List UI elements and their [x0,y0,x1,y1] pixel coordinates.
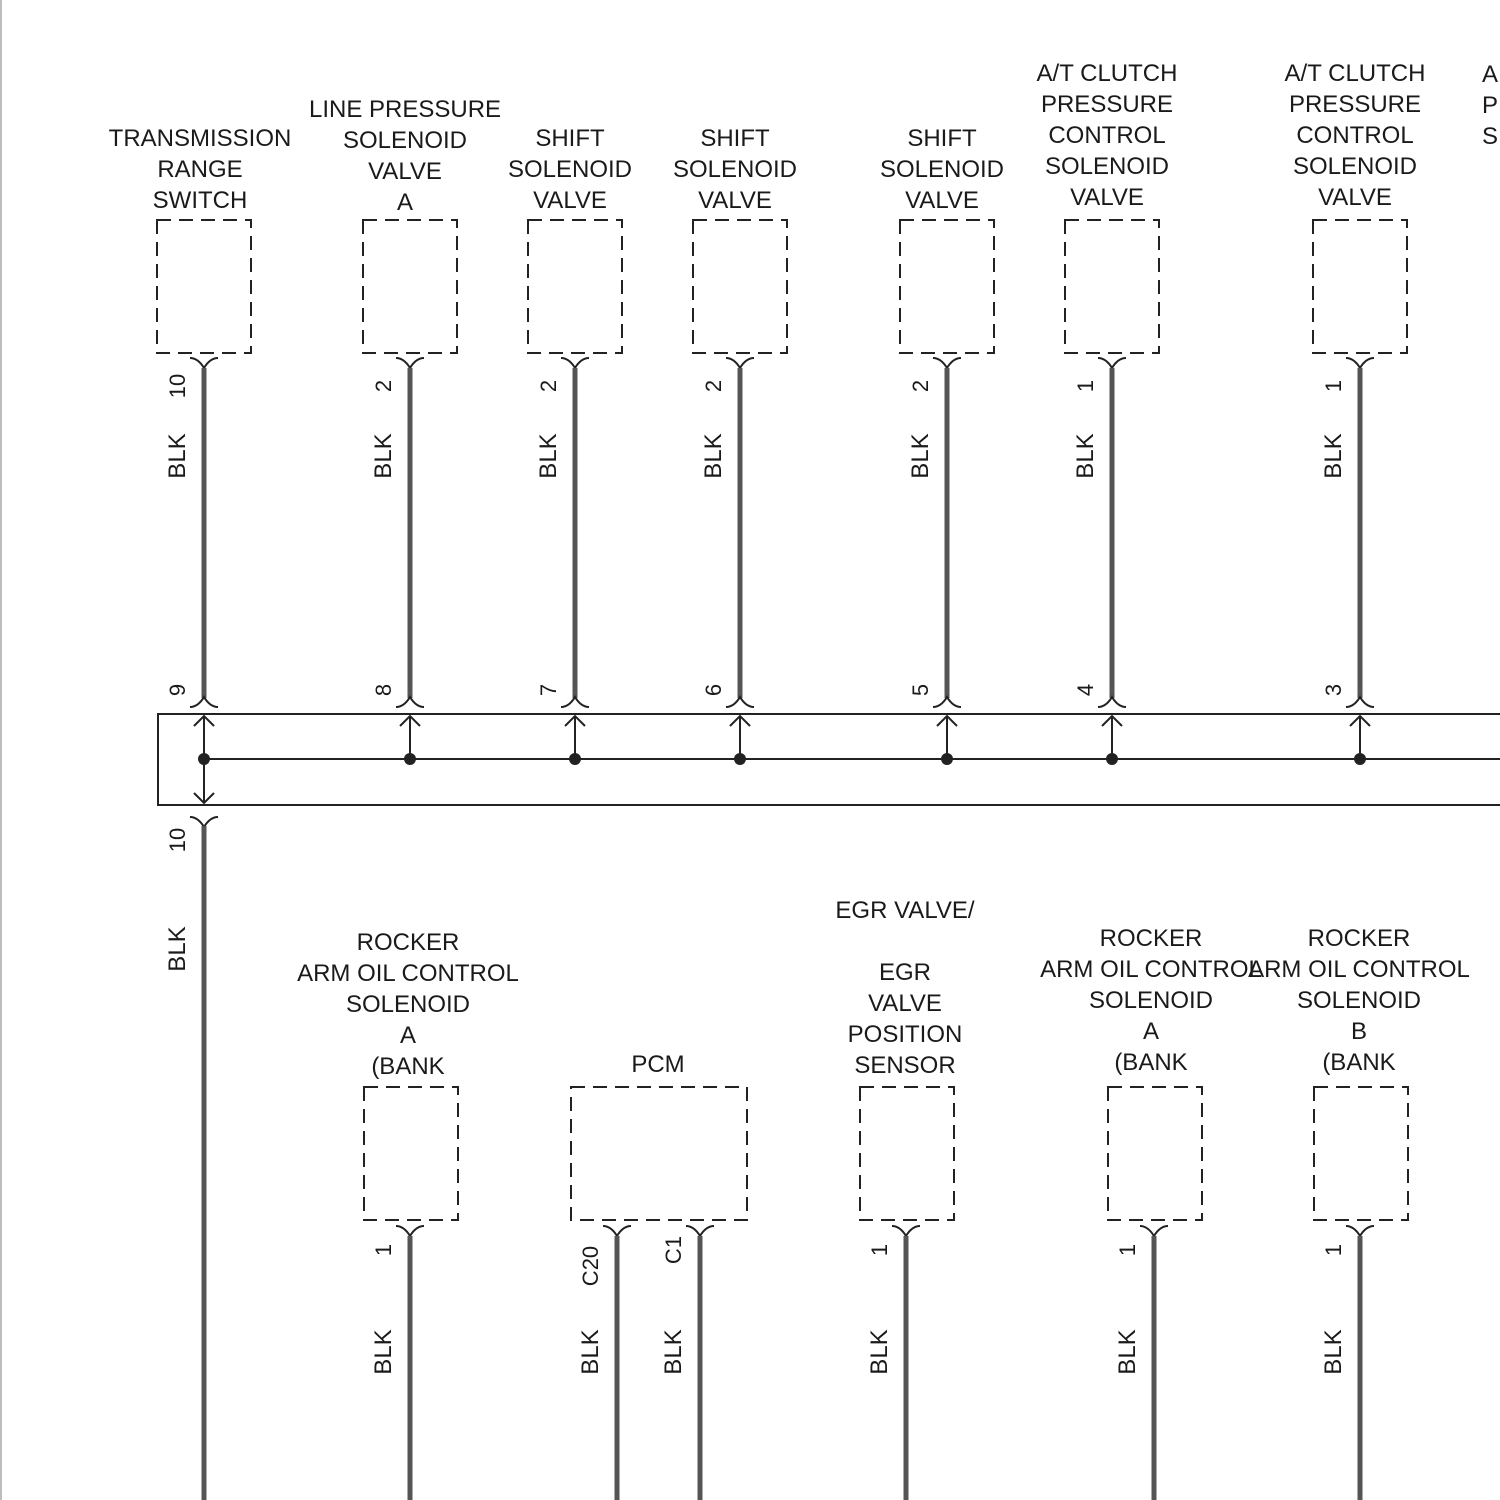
junction-dot [941,753,953,765]
wire-color-label: BLK [164,926,191,972]
component-ssv-1 [508,125,632,765]
junction-dot [1354,753,1366,765]
splice-pin-number: 5 [908,683,933,697]
clipped-component-label [1482,61,1498,150]
terminal-icon [561,358,589,368]
component-pin-number: 2 [908,379,933,393]
component-pin-number: 2 [701,379,726,393]
component-egr [835,897,974,1500]
component-label-line: ROCKER [1307,925,1411,952]
terminal-icon [190,817,218,827]
component-label-line: A [396,189,414,216]
component-label-line: (BANK [1114,1049,1188,1076]
component-label-line: ARM OIL CONTROL [1040,956,1262,983]
component-pcm [571,1051,747,1500]
terminal-icon [726,358,754,368]
terminal-icon [1098,358,1126,368]
junction-dot [734,753,746,765]
component-atc-2 [1285,60,1426,765]
component-label-line: A/T CLUTCH [1036,60,1178,87]
component-label-line: A [399,1022,417,1049]
component-label-line: A [1142,1018,1160,1045]
wire-color-label: BLK [164,433,191,479]
component-label-line: ARM OIL CONTROL [297,960,519,987]
component-pin-number: 1 [1321,1243,1346,1257]
terminal-icon [561,697,589,707]
terminal-icon [396,697,424,707]
splice-pin-number: 9 [165,683,190,697]
splice-pin-number: 4 [1073,683,1098,697]
component-box [693,220,787,353]
component-label-line: SOLENOID [345,991,471,1018]
component-pin-number: 1 [1321,379,1346,393]
component-box [1108,1087,1202,1220]
component-label-line: ARM OIL CONTROL [1248,956,1470,983]
component-label-line: SHIFT [535,125,605,152]
wire-color-label: BLK [660,1329,687,1375]
wire-color-label: BLK [370,1329,397,1375]
terminal-icon [1346,1226,1374,1236]
wire-color-label: BLK [1320,1329,1347,1375]
component-label-line: SHIFT [907,125,977,152]
clipped-label-line: P [1481,92,1499,119]
terminal-icon [933,697,961,707]
component-label-line: (BANK [1322,1049,1396,1076]
component-ssv-2 [673,125,797,765]
terminal-icon [190,697,218,707]
component-label-line: VALVE [698,187,772,214]
component-label-line: VALVE [533,187,607,214]
component-label-line: CONTROL [1296,122,1414,149]
component-box [528,220,622,353]
component-pin-number: C20 [578,1245,603,1287]
component-label-line: RANGE [157,156,243,183]
component-box [1065,220,1159,353]
component-pin-number: 10 [165,373,190,399]
component-label-line: CONTROL [1048,122,1166,149]
component-label-line: SOLENOID [1296,987,1422,1014]
component-lps-a [309,96,501,765]
terminal-icon [1098,697,1126,707]
component-label-line: SOLENOID [507,156,633,183]
component-box [571,1087,747,1220]
terminal-icon [1346,697,1374,707]
component-box [860,1087,954,1220]
component-box [1313,220,1407,353]
component-pin-number: 2 [536,379,561,393]
splice-pin-number: 7 [536,683,561,697]
component-box [900,220,994,353]
splice-pin-number: 3 [1321,683,1346,697]
component-label-line: SHIFT [700,125,770,152]
splice-pin-number: 8 [371,683,396,697]
wire-color-label: BLK [1114,1329,1141,1375]
component-label-line: VALVE [1318,184,1392,211]
component-label-line: SENSOR [854,1052,956,1079]
component-rocker-a-2 [1040,925,1262,1500]
component-label-line: VALVE [868,990,942,1017]
component-label-line: SOLENOID [1044,153,1170,180]
terminal-icon [726,697,754,707]
wire-color-label: BLK [700,433,727,479]
splice-output [164,759,218,1500]
terminal-icon [603,1226,631,1236]
terminal-icon [396,1226,424,1236]
wire-color-label: BLK [1320,433,1347,479]
component-atc-1 [1037,60,1178,765]
splice-pin-number: 6 [701,683,726,697]
junction-dot [404,753,416,765]
component-rocker-b [1248,925,1470,1500]
clipped-label-line: A [1481,61,1499,88]
terminal-icon [190,358,218,368]
component-label-line: POSITION [847,1021,963,1048]
component-label-line: B [1350,1018,1368,1045]
component-box [364,1087,458,1220]
component-label-line: SOLENOID [879,156,1005,183]
component-label-line: SOLENOID [342,127,468,154]
component-label-line: EGR [878,959,932,986]
wire-color-label: BLK [1072,433,1099,479]
terminal-icon [1140,1226,1168,1236]
component-label-line: (BANK [371,1053,445,1080]
component-label-line: VALVE [1070,184,1144,211]
component-box [363,220,457,353]
clipped-label-line: S [1481,123,1499,150]
component-label-line: VALVE [905,187,979,214]
component-label-line: SOLENOID [1088,987,1214,1014]
component-label-line: PRESSURE [1288,91,1422,118]
terminal-icon [892,1226,920,1236]
wire-color-label: BLK [907,433,934,479]
component-label-line: SOLENOID [1292,153,1418,180]
component-trs [109,125,292,765]
component-pin-number: 2 [371,379,396,393]
wire-color-label: BLK [577,1329,604,1375]
component-label-line: TRANSMISSION [108,125,292,152]
wire-color-label: BLK [535,433,562,479]
terminal-icon [1346,358,1374,368]
component-label-line: ROCKER [356,929,460,956]
terminal-icon [686,1226,714,1236]
splice-pin-number: 10 [165,827,190,853]
component-pin-number: 1 [867,1243,892,1257]
component-pin-number: 1 [1115,1243,1140,1257]
wire-color-label: BLK [370,433,397,479]
component-label-line: VALVE [368,158,442,185]
wire-color-label: BLK [866,1329,893,1375]
component-label-line: LINE PRESSURE [308,96,502,123]
component-label-line: PCM [631,1051,685,1078]
terminal-icon [396,358,424,368]
component-label-line: PRESSURE [1040,91,1174,118]
component-pin-number: C1 [661,1235,686,1265]
component-pin-number: 1 [371,1243,396,1257]
component-label-line: SWITCH [152,187,248,214]
component-label-line: SOLENOID [672,156,798,183]
component-label-line: A/T CLUTCH [1284,60,1426,87]
component-rocker-a-1 [297,929,519,1500]
terminal-icon [933,358,961,368]
component-box [1314,1087,1408,1220]
component-ssv-3 [880,125,1004,765]
component-label-line: EGR VALVE/ [835,897,975,924]
splice-block [158,714,1500,805]
junction-dot [1106,753,1118,765]
component-pin-number: 1 [1073,379,1098,393]
component-box [157,220,251,353]
junction-dot [569,753,581,765]
component-label-line: ROCKER [1099,925,1203,952]
